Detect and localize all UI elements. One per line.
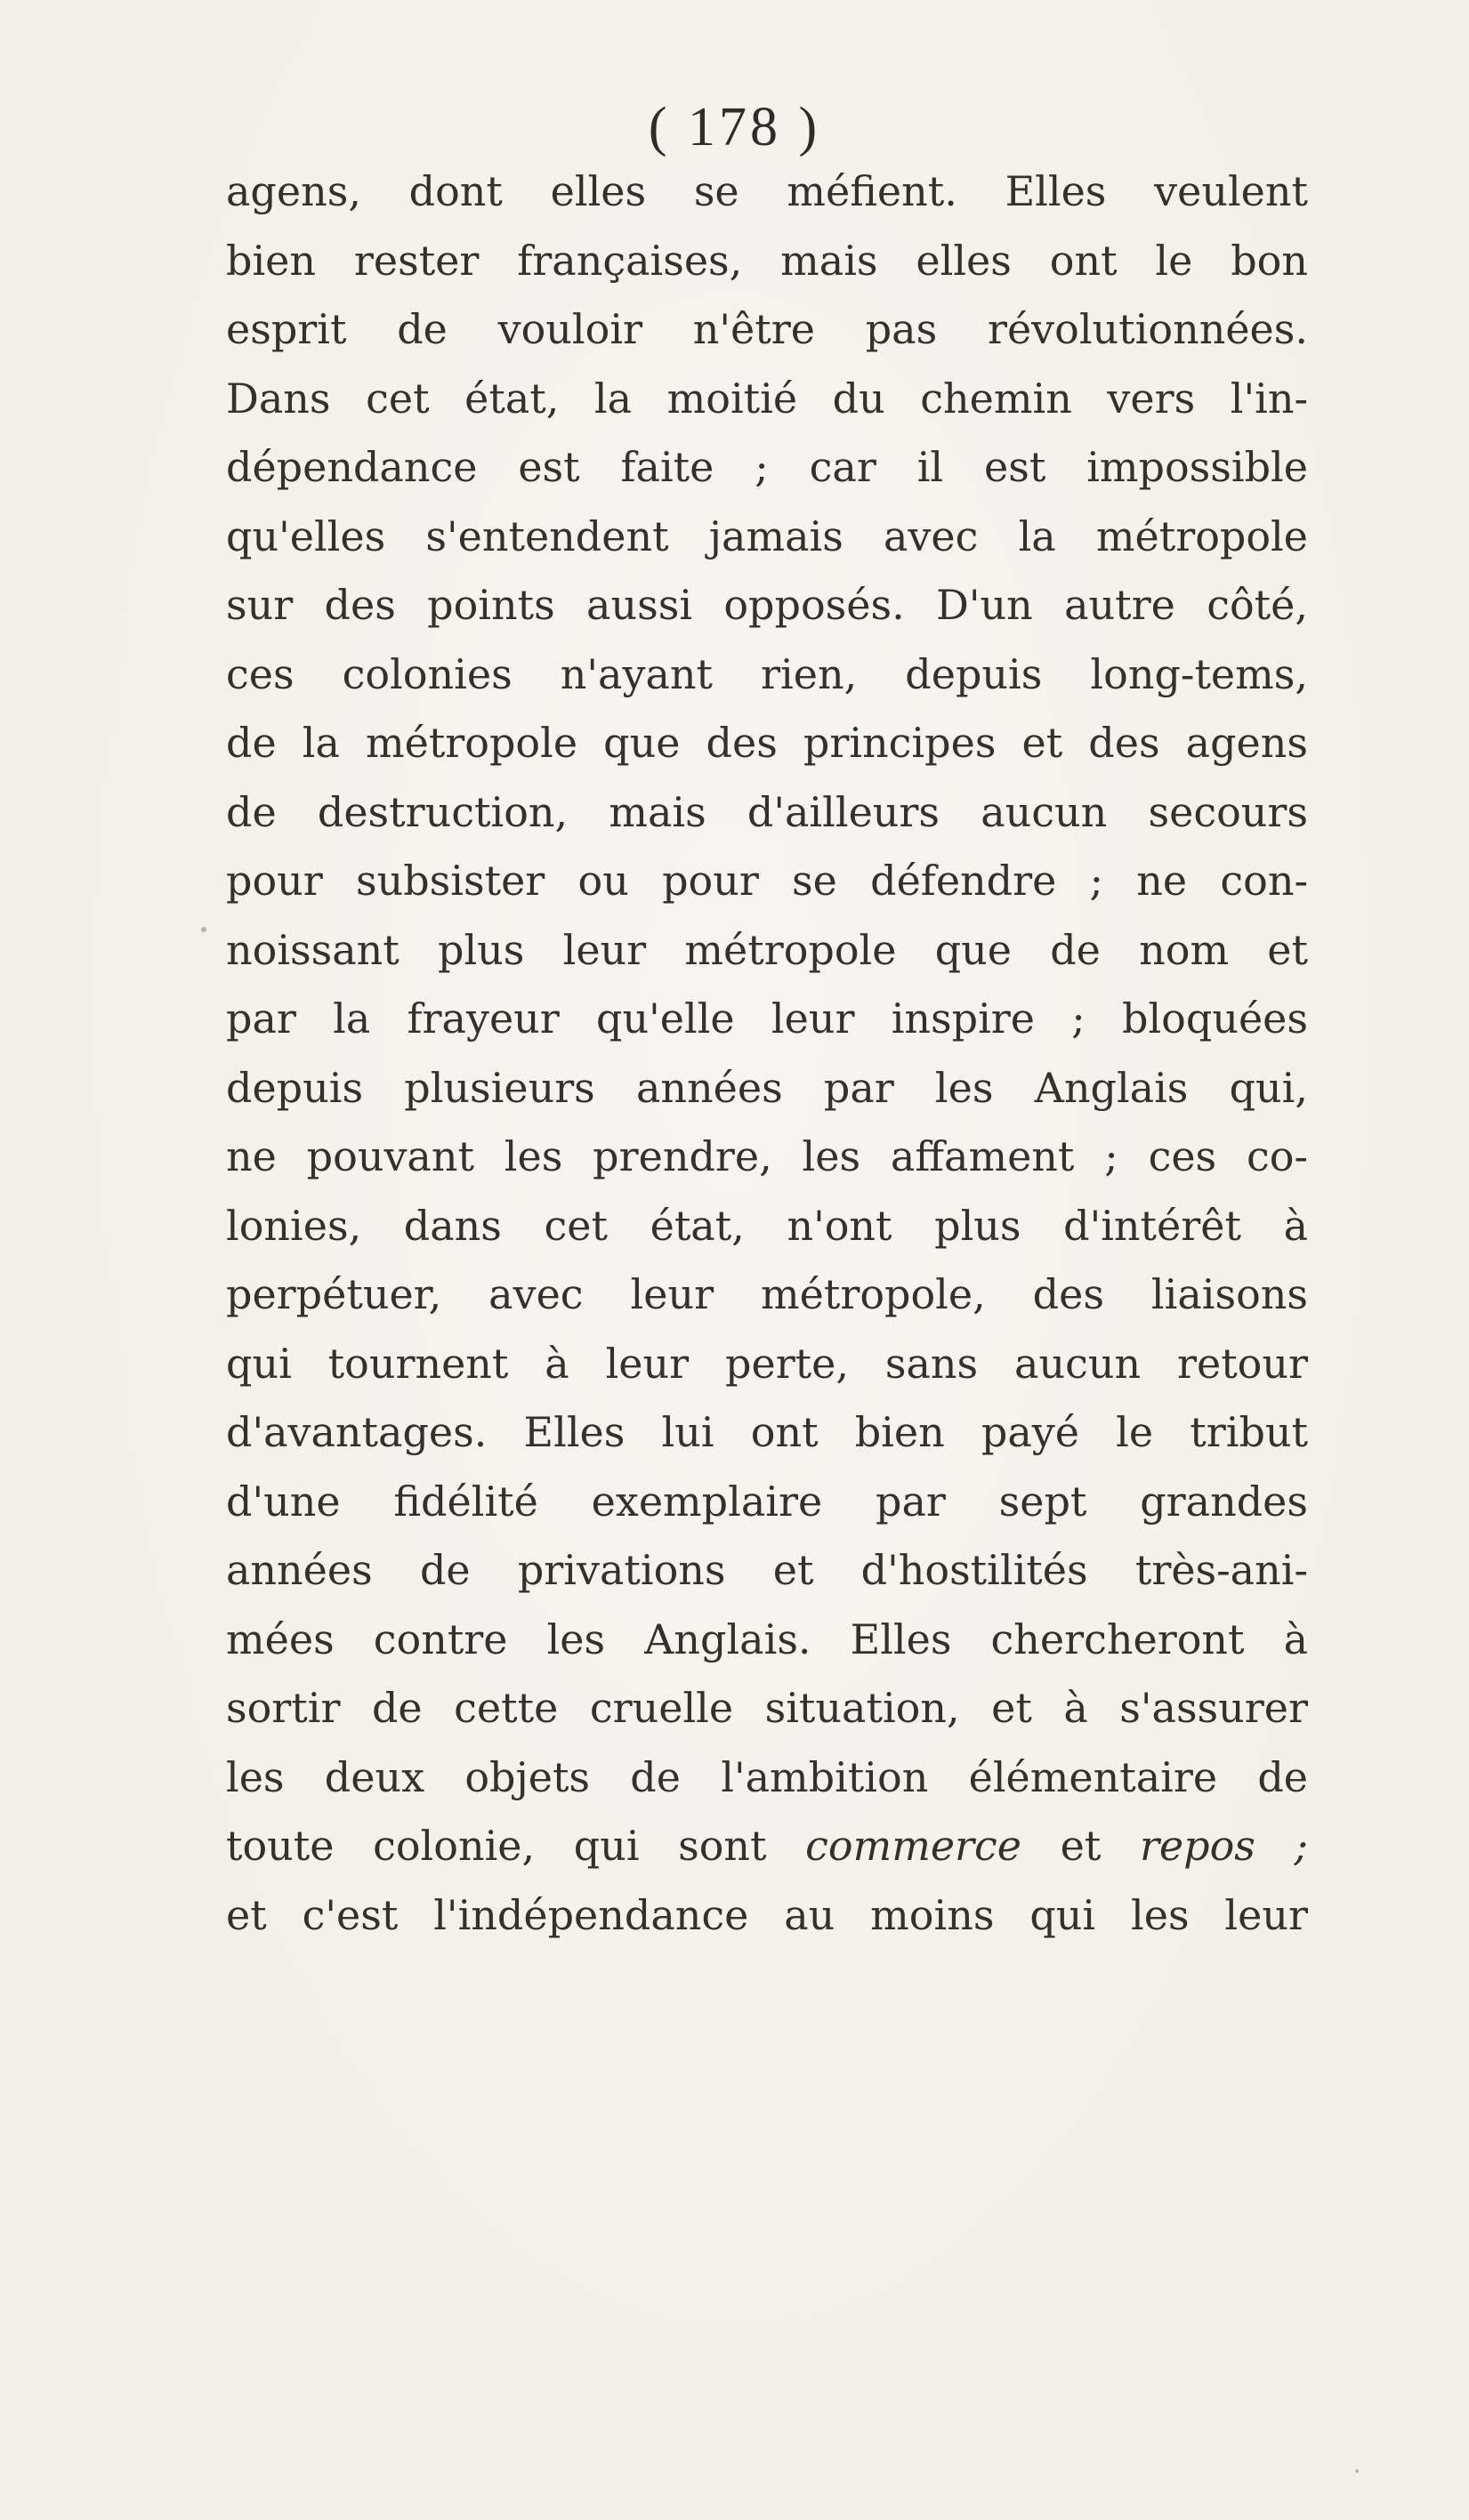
text-line: par la frayeur qu'elle leur inspire ; bloquées bbox=[226, 994, 1308, 1043]
text-line: perpétuer, avec leur métropole, des liaisons bbox=[226, 1270, 1308, 1318]
text-line: lonies, dans cet état, n'ont plus d'intérêt à bbox=[226, 1201, 1308, 1250]
text-line: qu'elles s'entendent jamais avec la métropole bbox=[226, 511, 1308, 560]
text-line: pour subsister ou pour se défendre ; ne con- bbox=[226, 857, 1308, 905]
paper-speck bbox=[201, 927, 206, 932]
text-line: de la métropole que des principes et des agens bbox=[226, 719, 1308, 767]
text-line-with-italics bbox=[226, 1812, 1308, 1881]
text-line: noissant plus leur métropole que de nom et bbox=[226, 925, 1308, 974]
text-line: mées contre les Anglais. Elles chercheront à bbox=[226, 1614, 1308, 1663]
text-line: qui tournent à leur perte, sans aucun retour bbox=[226, 1339, 1308, 1388]
text-segment: toute colonie, qui sont bbox=[226, 1822, 767, 1870]
text-line: et c'est l'indépendance au moins qui les leur bbox=[226, 1890, 1308, 1939]
body-text bbox=[226, 157, 1308, 1950]
text-line: sur des points aussi opposés. D'un autre côté, bbox=[226, 581, 1308, 629]
text-segment: et bbox=[1060, 1822, 1102, 1870]
italic-word-commerce: commerce bbox=[805, 1822, 1022, 1870]
text-line: agens, dont elles se méfient. Elles veulent bbox=[226, 167, 1308, 215]
italic-word-repos: repos ; bbox=[1139, 1822, 1308, 1870]
text-line: les deux objets de l'ambition élémentaire de bbox=[226, 1752, 1308, 1801]
text-line: ces colonies n'ayant rien, depuis long-tems, bbox=[226, 649, 1308, 698]
text-line: d'une fidélité exemplaire par sept grandes bbox=[226, 1477, 1308, 1526]
paper-speck bbox=[1355, 2469, 1359, 2473]
text-line: dépendance est faite ; car il est impossible bbox=[226, 443, 1308, 491]
text-line: esprit de vouloir n'être pas révolutionnées. bbox=[226, 305, 1308, 353]
text-line: depuis plusieurs années par les Anglais qui, bbox=[226, 1063, 1308, 1112]
text-line: sortir de cette cruelle situation, et à s'assurer bbox=[226, 1684, 1308, 1732]
page-number: ( 178 ) bbox=[648, 97, 821, 157]
text-line: ne pouvant les prendre, les affament ; ces co- bbox=[226, 1132, 1308, 1180]
text-line: d'avantages. Elles lui ont bien payé le tribut bbox=[226, 1408, 1308, 1456]
text-line: Dans cet état, la moitié du chemin vers l'in- bbox=[226, 374, 1308, 423]
text-line: années de privations et d'hostilités très-ani- bbox=[226, 1546, 1308, 1594]
text-line: de destruction, mais d'ailleurs aucun secours bbox=[226, 787, 1308, 836]
text-line: bien rester françaises, mais elles ont le bon bbox=[226, 236, 1308, 285]
